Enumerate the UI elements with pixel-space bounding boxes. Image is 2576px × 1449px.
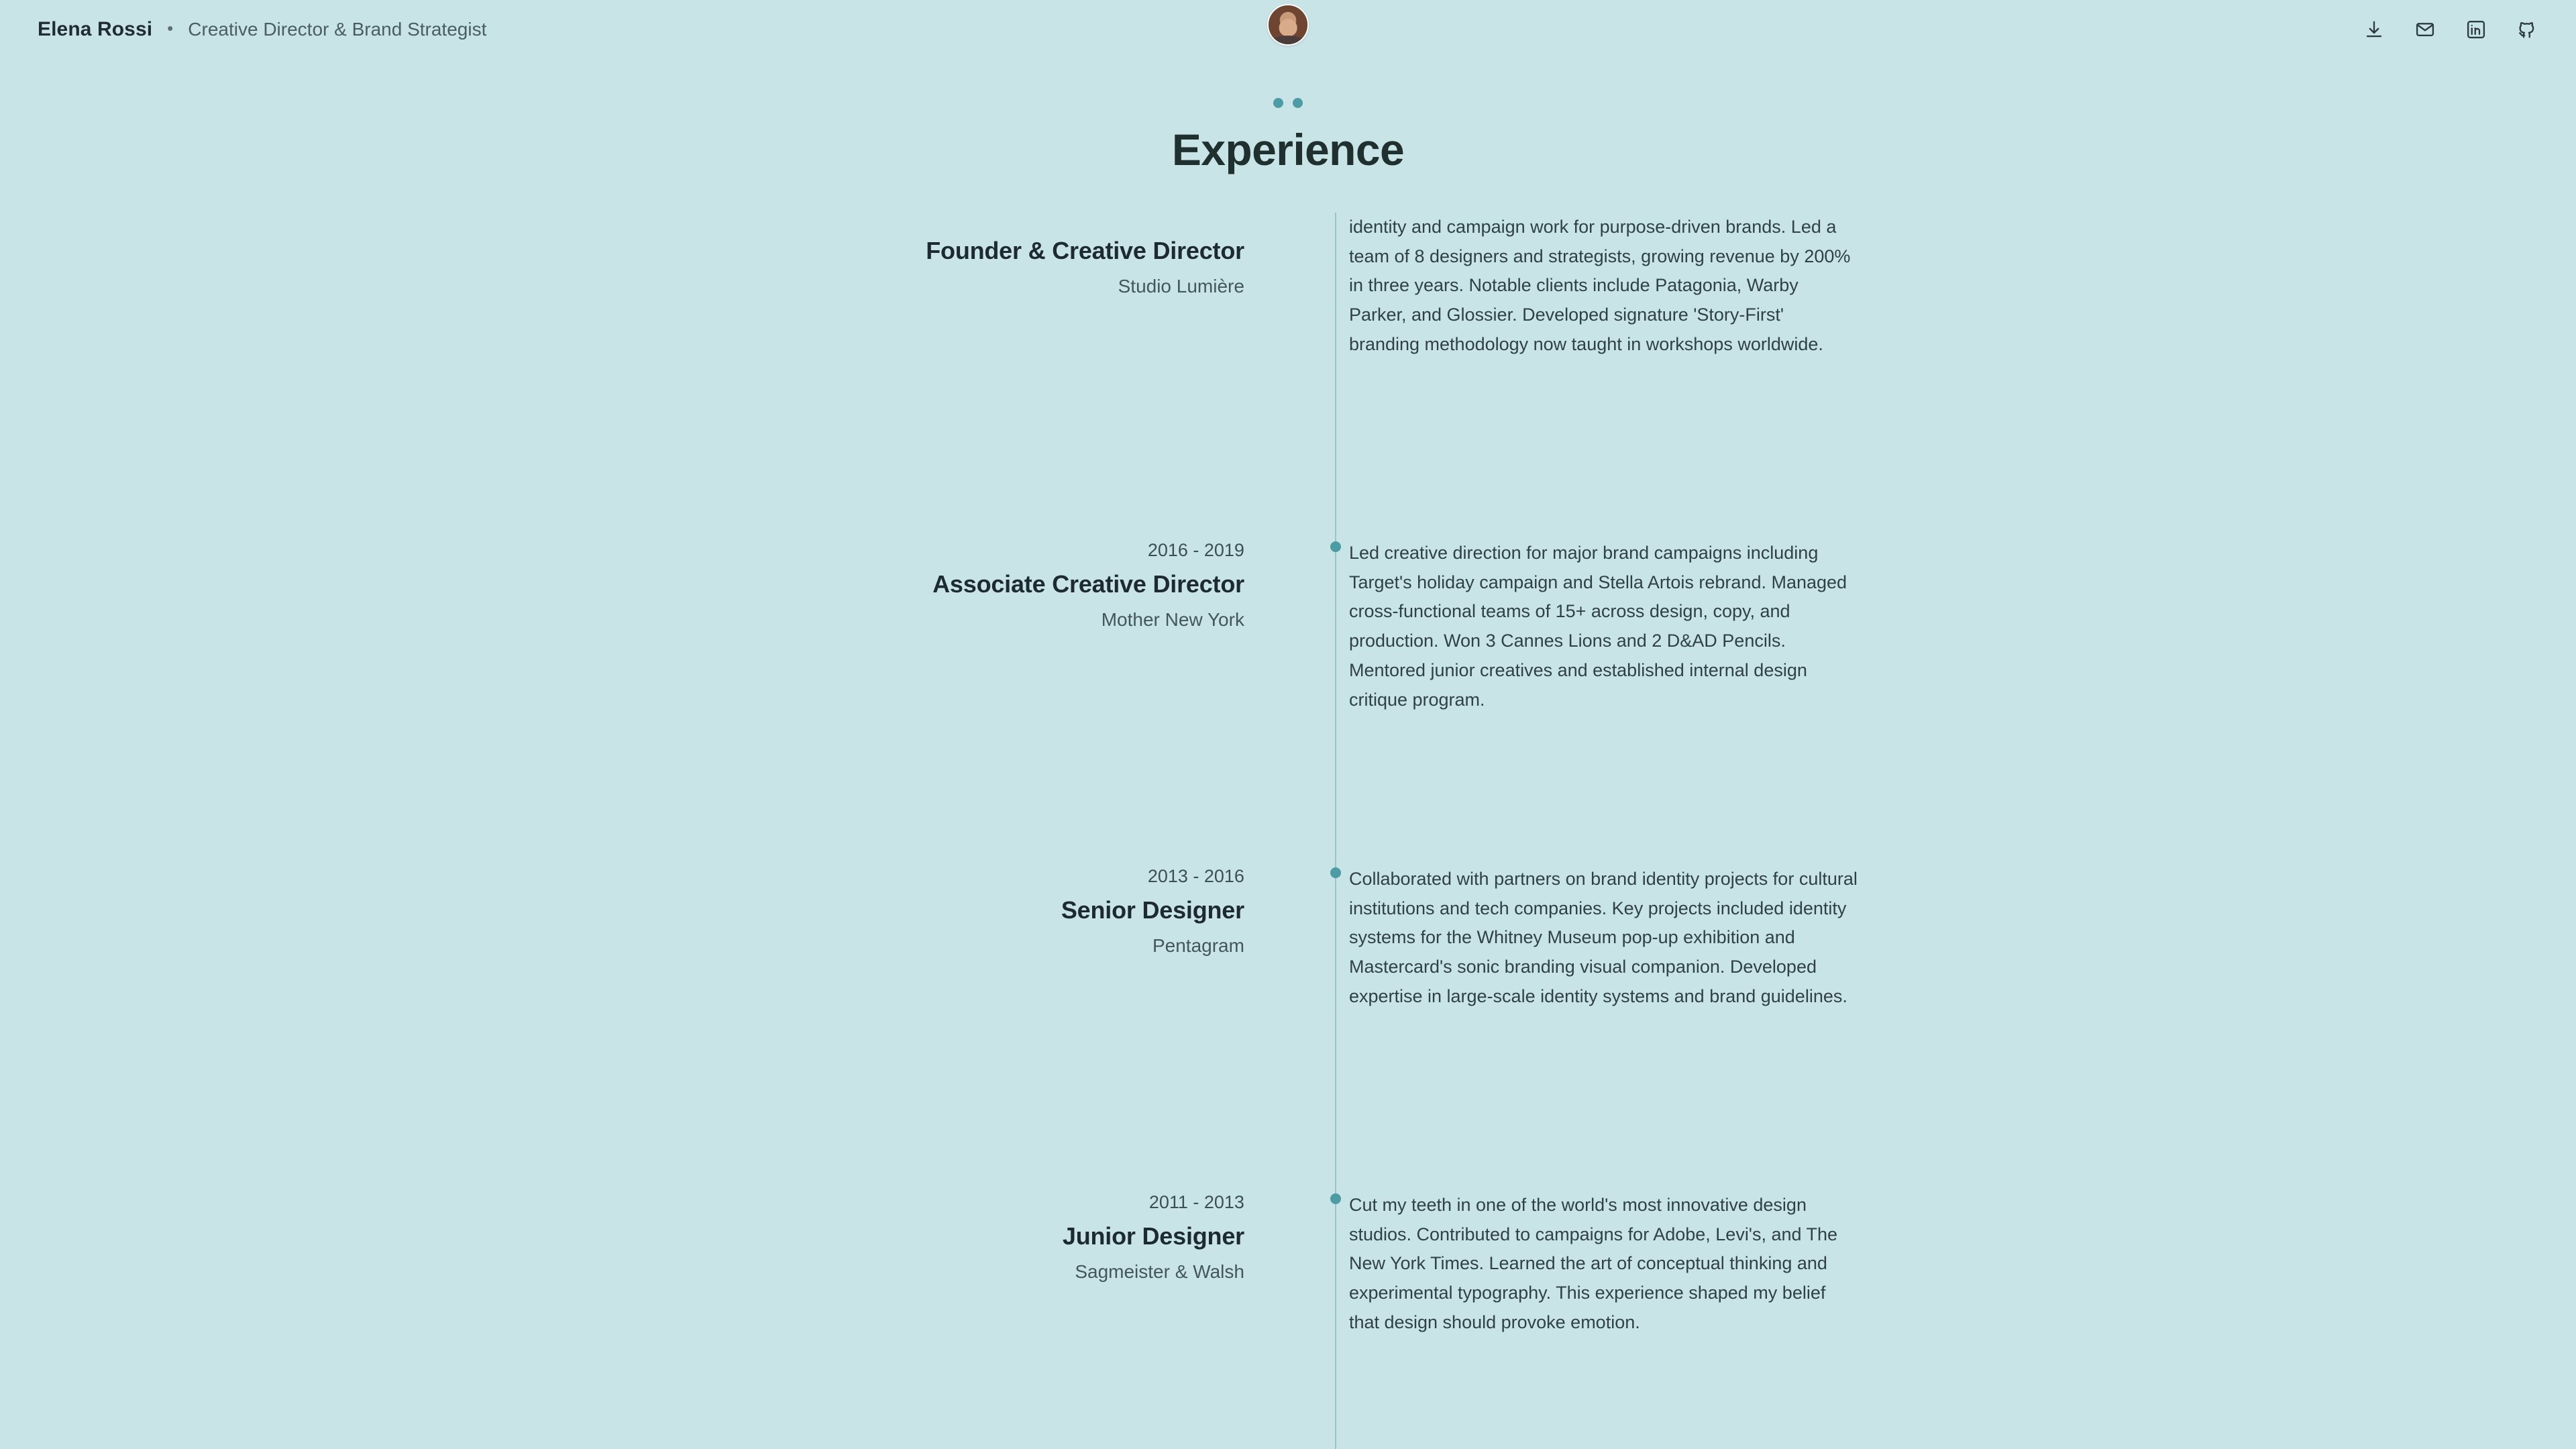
experience-entry-description [1349, 539, 1858, 865]
dot-left [1273, 98, 1283, 108]
email-icon[interactable] [2414, 18, 2436, 41]
experience-entry-meta [718, 539, 1269, 865]
timeline-node [1330, 541, 1341, 552]
header-name: Elena Rossi [38, 18, 153, 40]
timeline-node [1330, 1193, 1341, 1204]
github-icon[interactable] [2516, 18, 2538, 41]
job-description: identity and campaign work for purpose-driven brands. Led a team of 8 designers and strategists, growing revenue by 200% in three years. Notable clients include Patagonia, Warby Parker, and Glossier. Developed signature 'Story-First' branding methodology now taught in workshops worldwide. [1348, 217, 1851, 354]
job-title: Associate Creative Director [932, 570, 1244, 598]
download-icon[interactable] [2363, 18, 2385, 41]
section-header [0, 98, 2576, 175]
experience-entry-meta [718, 865, 1269, 1191]
company-name: Studio Lumière [1118, 276, 1244, 297]
page-title: Experience [1171, 125, 1405, 174]
employment-years: 2016 - 2019 [1147, 540, 1244, 560]
company-name: Pentagram [1152, 935, 1244, 956]
job-description: Led creative direction for major brand campaigns including Target's holiday campaign and Stella Artois rebrand. Managed cross-functional teams of 15+ across design, copy, and production. Won 3 Cannes Lions and 2 D&AD Pencils. Mentored junior creatives and established internal design critique program. [1348, 543, 1847, 710]
avatar [1267, 4, 1309, 46]
employment-years: 2013 - 2016 [1147, 866, 1244, 886]
avatar-shoulders [1271, 36, 1305, 46]
experience-entry-description [1349, 1191, 1858, 1449]
top-bar [0, 0, 2576, 59]
header-role: Creative Director & Brand Strategist [188, 19, 487, 40]
linkedin-icon[interactable] [2465, 18, 2487, 41]
company-name: Mother New York [1101, 609, 1244, 630]
experience-entry-description [1349, 865, 1858, 1191]
decorative-dots [0, 98, 2576, 108]
experience-entry [718, 213, 1858, 539]
experience-entry [718, 1191, 1858, 1449]
job-title: Junior Designer [1062, 1222, 1244, 1250]
experience-entry [718, 865, 1858, 1191]
experience-entry-description [1349, 213, 1858, 539]
job-description: Cut my teeth in one of the world's most innovative design studios. Contributed to campaigns for Adobe, Levi's, and The New York Times. Learned the art of conceptual thinking and experimental typography. This experience shaped my belief that design should provoke emotion. [1348, 1195, 1838, 1332]
company-name: Sagmeister & Walsh [1075, 1261, 1244, 1282]
timeline-node [1330, 867, 1341, 878]
experience-timeline [718, 213, 1858, 1449]
identity-block [38, 18, 486, 41]
header-separator: • [167, 18, 174, 38]
job-description: Collaborated with partners on brand identity projects for cultural institutions and tech companies. Key projects included identity systems for the Whitney Museum pop-up exhibition and Mastercard's sonic branding visual companion. Developed expertise in large-scale identity systems and brand guidelines. [1348, 869, 1858, 1006]
avatar-face [1279, 19, 1297, 37]
header-actions [2363, 18, 2538, 41]
job-title: Founder & Creative Director [926, 237, 1244, 264]
dot-right [1293, 98, 1303, 108]
job-title: Senior Designer [1061, 896, 1244, 924]
employment-years: 2011 - 2013 [1148, 1192, 1244, 1212]
experience-entry-meta [718, 1191, 1269, 1449]
experience-entry-meta [718, 213, 1269, 539]
experience-entry [718, 539, 1858, 865]
